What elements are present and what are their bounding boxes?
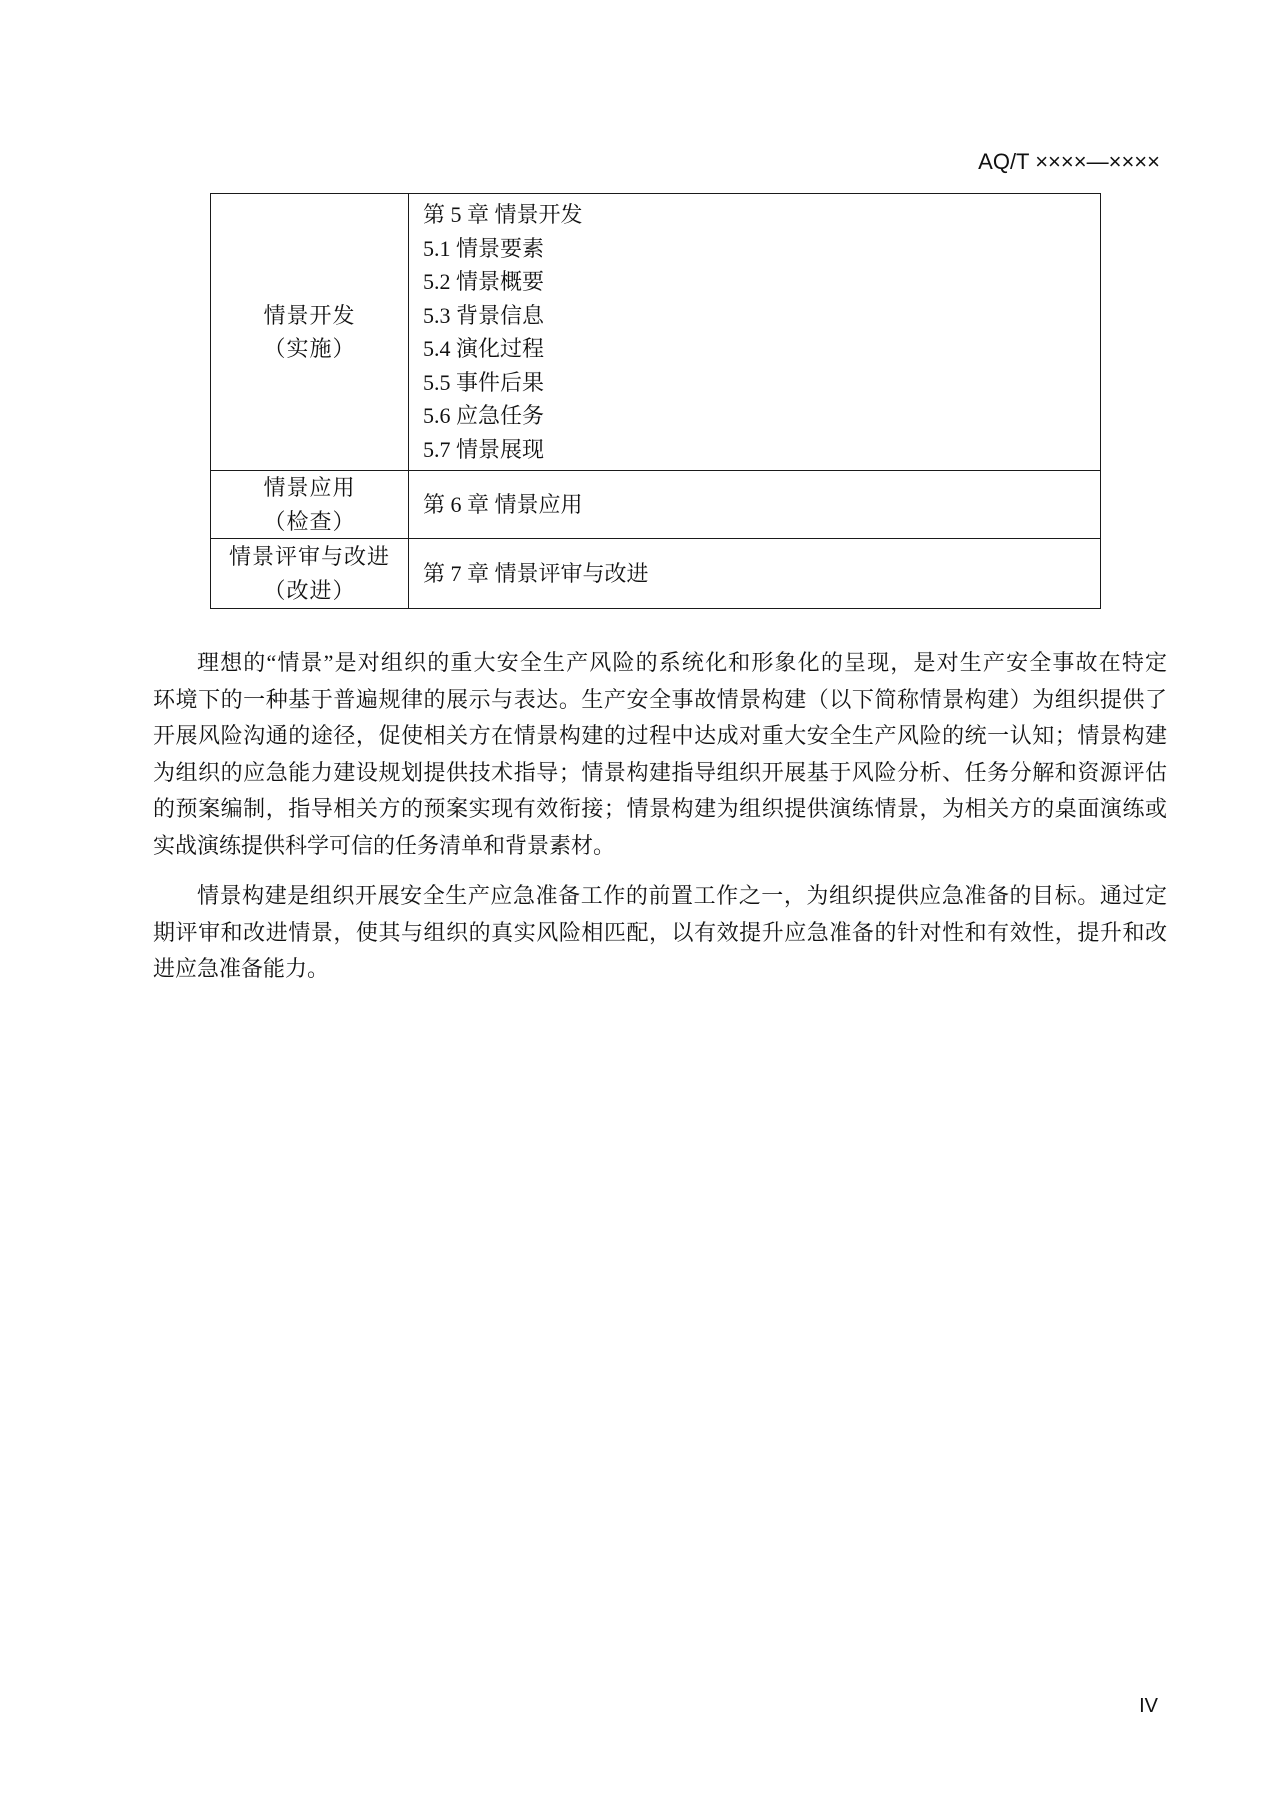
paragraph-line: 的预案编制，指导相关方的预案实现有效衔接；情景构建为组织提供演练情景，为相关方的桌面演练或	[153, 796, 1167, 821]
stage-line: （检查）	[263, 508, 356, 534]
paragraph	[153, 878, 1167, 988]
stage-line: 情景评审与改进	[228, 544, 390, 569]
process-chapter-table	[210, 193, 1101, 609]
table-row	[211, 471, 1101, 539]
chapter-line: 第 6 章 情景应用	[423, 491, 583, 517]
chapter-line: 第 7 章 情景评审与改进	[423, 560, 649, 586]
table-cell-chapters	[409, 471, 1101, 539]
chapter-line: 5.1 情景要素	[423, 235, 545, 261]
paragraph-line: 期评审和改进情景，使其与组织的真实风险相匹配，以有效提升应急准备的针对性和有效性，提升和改	[153, 919, 1167, 945]
table-cell-chapters	[409, 539, 1101, 609]
chapter-line: 5.2 情景概要	[423, 269, 545, 294]
paragraph-line: 环境下的一种基于普遍规律的展示与表达。生产安全事故情景构建（以下简称情景构建）为组织提供了	[153, 686, 1167, 712]
document-code: AQ/T ××××—××××	[978, 149, 1160, 174]
chapter-line: 5.6 应急任务	[423, 403, 545, 428]
chapter-line: 5.3 背景信息	[423, 302, 545, 328]
stage-line: （改进）	[263, 577, 356, 603]
stage-line: 情景开发	[263, 302, 356, 328]
chapter-line: 5.5 事件后果	[423, 369, 545, 395]
paragraph-line: 理想的“情景”是对组织的重大安全生产风险的系统化和形象化的呈现，是对生产安全事故在特定	[197, 650, 1167, 675]
table-row	[211, 194, 1101, 471]
table-cell-chapters	[409, 194, 1101, 471]
table-cell-stage	[211, 471, 409, 539]
stage-line: 情景应用	[263, 475, 356, 500]
paragraph-line: 进应急准备能力。	[153, 956, 330, 981]
table-row	[211, 539, 1101, 609]
table-body	[211, 194, 1101, 609]
chapter-line: 5.4 演化过程	[423, 336, 545, 361]
chapter-line: 5.7 情景展现	[423, 436, 545, 462]
chapter-line: 第 5 章 情景开发	[423, 202, 583, 227]
table-cell-stage	[211, 194, 409, 471]
table-cell-stage	[211, 539, 409, 609]
paragraph	[153, 645, 1167, 864]
paragraph-line: 情景构建是组织开展安全生产应急准备工作的前置工作之一，为组织提供应急准备的目标。通过定	[197, 883, 1167, 908]
paragraph-line: 为组织的应急能力建设规划提供技术指导；情景构建指导组织开展基于风险分析、任务分解和资源评估	[153, 759, 1167, 785]
body-text	[153, 645, 1167, 1002]
paragraph-line: 开展风险沟通的途径，促使相关方在情景构建的过程中达成对重大安全生产风险的统一认知；情景构建	[153, 723, 1167, 748]
paragraph-line: 实战演练提供科学可信的任务清单和背景素材。	[153, 832, 616, 858]
page-number: IV	[1139, 1695, 1158, 1717]
stage-line: （实施）	[263, 336, 356, 361]
